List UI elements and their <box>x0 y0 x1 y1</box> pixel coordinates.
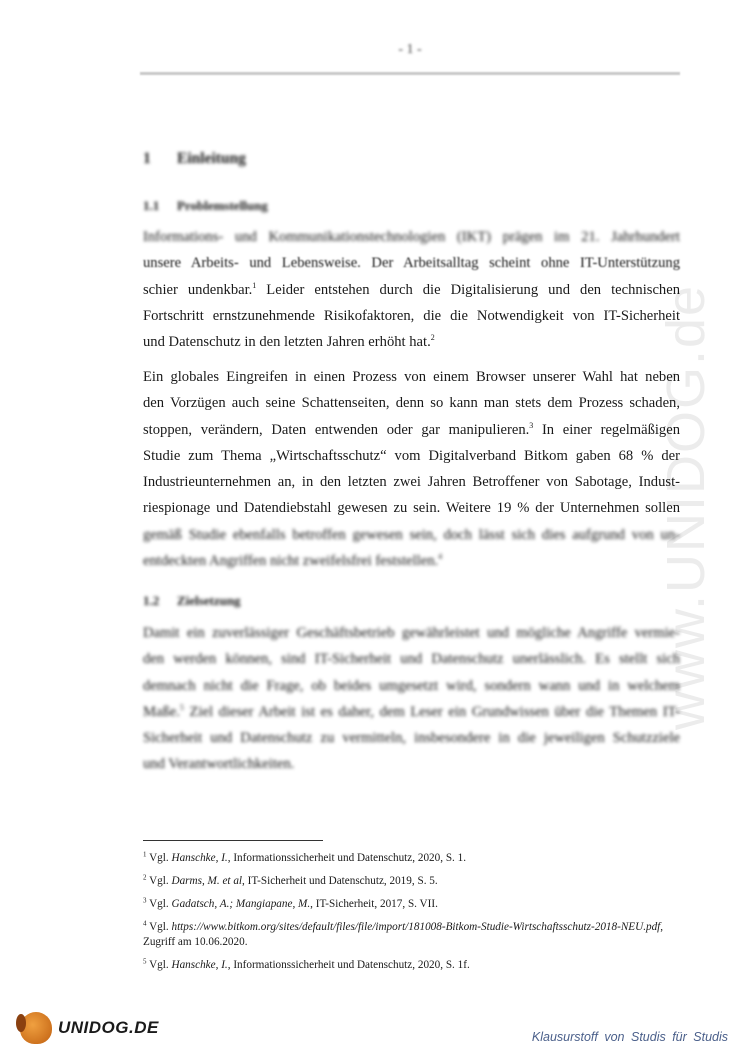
footnote-ref[interactable]: 3 <box>529 420 534 430</box>
heading-title: Zielsetzung <box>177 593 241 608</box>
heading-title: Problemstellung <box>177 198 268 213</box>
page-number: - 1 - <box>398 42 422 57</box>
text-line: Maße.$^5$ Ziel dieser Arbeit ist es daher, dem Leser ein Grundwissen über die Themen IT- <box>143 703 680 720</box>
heading-problemstellung <box>143 198 268 214</box>
text-line: den Vorzügen auch seine Schattenseiten, denn so kann man stets dem Prozess schaden, <box>143 395 680 412</box>
footnote-ref[interactable]: 2 <box>430 333 435 343</box>
dog-icon <box>20 1012 52 1044</box>
text-line: Sicherheit und Datenschutz zu vermitteln, insbesondere in die jeweiligen Schutzziele <box>143 730 680 747</box>
text-line: demnach nicht die Frage, ob beides umgesetzt wird, sondern wann und in welchem <box>143 677 680 694</box>
header-rule <box>140 72 680 75</box>
heading-number: 1.1 <box>143 198 160 213</box>
text-line: Industrieunternehmen an, in den letzten zwei Jahren Betroffener von Sabotage, Indust- <box>143 474 680 491</box>
footnote: $^1$ Vgl. Hanschke, I., Informationssicherheit und Datenschutz, 2020, S. 1. <box>143 850 467 864</box>
text-line: Ein globales Eingreifen in einen Prozess von einem Browser unserer Wahl hat neben <box>143 369 680 385</box>
text-line: entdeckten Angriffen nicht zweifelsfrei feststellen.$^4$ <box>143 552 443 570</box>
footnote-divider <box>143 840 323 841</box>
text-line: riespionage und Datendiebstahl gewesen zu sein. Weitere 19 % der Unternehmen sollen <box>143 500 680 517</box>
footnote-ref[interactable]: 5 <box>179 703 184 713</box>
text-line: Studie zum Thema „Wirtschaftsschutz“ vom Digitalverband Bitkom gaben 68 % der <box>143 447 680 464</box>
tagline: Klausurstoff von Studis für Studis <box>531 1030 728 1044</box>
paragraph-zielsetzung <box>143 620 680 778</box>
text-line: gemäß Studie ebenfalls betroffen gewesen sein, doch lässt sich dies aufgrund von un- <box>143 526 680 543</box>
text-line: stoppen, verändern, Daten entwenden oder gar manipulieren.$^3$ In einer regelmäßigen <box>143 420 681 438</box>
watermark: www.UNIDOG.de <box>656 283 716 730</box>
text-line: Informations- und Kommunikationstechnologien (IKT) prägen im 21. Jahrhundert <box>143 229 680 245</box>
heading-title: Einleitung <box>177 150 246 167</box>
paragraph-problemstellung-2 <box>143 364 680 574</box>
paragraph-problemstellung-1 <box>143 224 680 355</box>
text-line: schier undenkbar.$^1$ Leider entstehen durch die Digitalisierung und den technischen <box>143 280 680 298</box>
footnote-ref[interactable]: 1 <box>252 280 257 290</box>
text-line: Damit ein zuverlässiger Geschäftsbetrieb gewährleistet und mögliche Angriffe vermie- <box>143 625 680 641</box>
unidog-logo[interactable] <box>20 1012 159 1044</box>
heading-number: 1.2 <box>143 593 160 608</box>
text-line: unsere Arbeits- und Lebensweise. Der Arbeitsalltag scheint ohne IT-Unterstützung <box>143 255 680 272</box>
heading-zielsetzung <box>143 593 241 609</box>
text-line: Fortschritt ernstzunehmende Risikofaktoren, die die Notwendigkeit von IT-Sicherheit <box>143 307 680 324</box>
footnote: $^2$ Vgl. Darms, M. et al, IT-Sicherheit und Datenschutz, 2019, S. 5. <box>143 873 438 887</box>
footnote-ref[interactable]: 4 <box>438 552 443 562</box>
footnote: $^3$ Vgl. Gadatsch, A.; Mangiapane, M., IT-Sicherheit, 2017, S. VII. <box>143 896 438 910</box>
footnote: $^5$ Vgl. Hanschke, I., Informationssicherheit und Datenschutz, 2020, S. 1f. <box>143 957 470 971</box>
text-line: und Verantwortlichkeiten. <box>143 756 295 773</box>
footnotes <box>143 851 680 981</box>
logo-text: UNIDOG.DE <box>58 1018 159 1037</box>
text-line: und Datenschutz in den letzten Jahren erhöht hat.$^2$ <box>143 333 435 351</box>
heading-number: 1 <box>143 150 151 167</box>
heading-einleitung <box>143 150 246 168</box>
footnote-link[interactable]: https://www.bitkom.org/sites/default/files/file/import/181008-Bitkom-Studie-Wirtschaftsschutz-2018-NEU.pdf <box>171 921 661 933</box>
text-line: den werden können, sind IT-Sicherheit und Datenschutz unerlässlich. Es stellt sich <box>143 651 680 668</box>
footnote: $^4$ Vgl. https://www.bitkom.org/sites/default/files/file/import/181008-Bitkom-Studie-Wirtschaftsschutz-2018-NEU.pdf, Zugriff am 10.06.2020. <box>143 919 664 948</box>
